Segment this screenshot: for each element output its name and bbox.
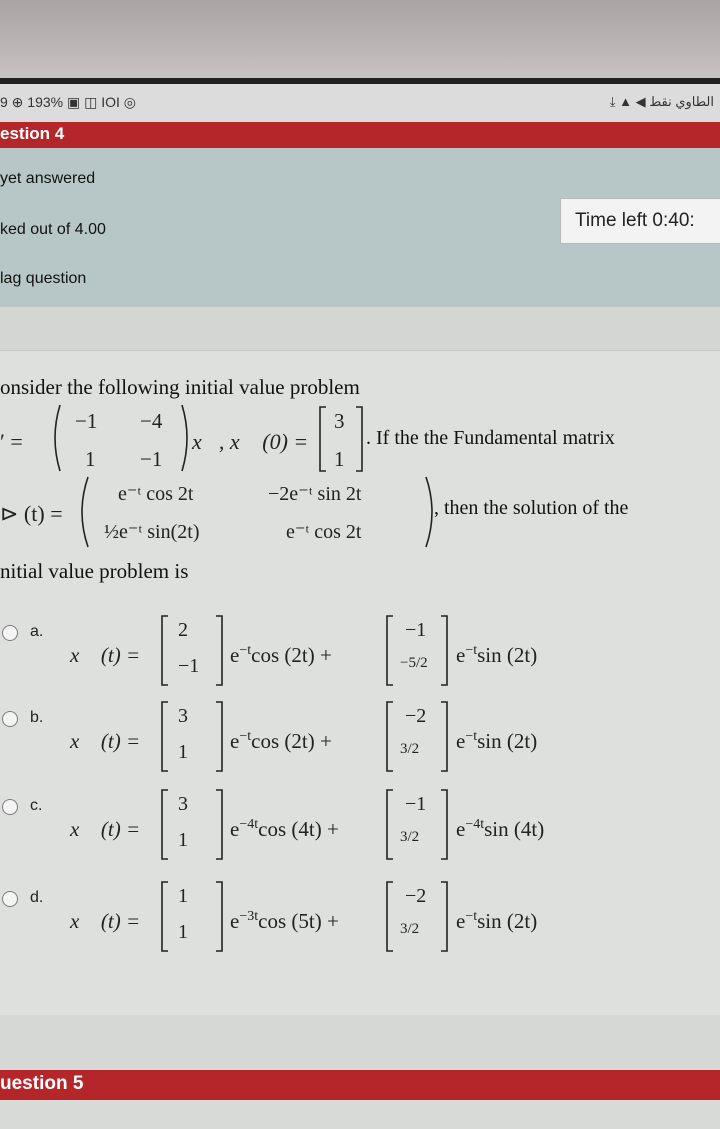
a11: −1 bbox=[75, 409, 98, 433]
option-letter: a. bbox=[30, 623, 44, 640]
v2-top: −1 bbox=[405, 619, 427, 641]
next-question-title: uestion 5 bbox=[0, 1073, 84, 1094]
option-b[interactable] bbox=[0, 699, 720, 779]
question-title: estion 4 bbox=[0, 124, 65, 143]
x-of-t: x⃗ (t) = bbox=[70, 643, 141, 667]
ic1: 3 bbox=[334, 409, 345, 433]
marks-text: ked out of 4.00 bbox=[0, 221, 106, 238]
func1: cos (4t) + bbox=[258, 817, 339, 841]
next-question-header bbox=[0, 1070, 720, 1100]
v2-bottom: 3/2 bbox=[400, 741, 420, 757]
v2-bottom: 3/2 bbox=[400, 829, 420, 845]
problem-intro: onsider the following initial value problem bbox=[0, 375, 360, 399]
v2-top: −1 bbox=[405, 793, 427, 815]
v1-bottom: 1 bbox=[178, 829, 188, 851]
a21: 1 bbox=[85, 447, 96, 471]
phi21: ½e⁻ᵗ sin(2t) bbox=[104, 521, 200, 543]
option-letter: d. bbox=[30, 889, 44, 906]
status-icons-left: 9 ⊕ 193% ▣ ◫ IOI ◎ bbox=[0, 94, 137, 110]
phi-label: ⊳ (t) = bbox=[0, 501, 63, 526]
func1: cos (2t) + bbox=[251, 729, 332, 753]
exp1: −t bbox=[239, 729, 252, 744]
matrix-a bbox=[48, 401, 198, 475]
question-header bbox=[0, 122, 720, 148]
flag-question-link[interactable]: lag question bbox=[0, 270, 87, 287]
v2-top: −2 bbox=[405, 885, 427, 907]
phi11: e⁻ᵗ cos 2t bbox=[118, 483, 194, 505]
term1: $e^{-t}\cos$ (2t) + bbox=[230, 729, 332, 753]
v1-top: 3 bbox=[178, 705, 188, 727]
x-vector-ic: x⃗, x⃗ (0) = bbox=[192, 429, 309, 454]
v1-top: 2 bbox=[178, 619, 188, 641]
x-of-t: x⃗ (t) = bbox=[70, 729, 141, 753]
option-d[interactable] bbox=[0, 879, 720, 959]
vector1-brackets bbox=[160, 879, 226, 955]
exp1: −t bbox=[239, 643, 252, 658]
func2: sin (2t) bbox=[477, 729, 538, 753]
term2: $e^{-t}\sin$ (2t) bbox=[456, 643, 538, 667]
option-radio[interactable] bbox=[2, 799, 18, 815]
v1-bottom: 1 bbox=[178, 921, 188, 943]
x-of-t: x⃗ (t) = bbox=[70, 909, 141, 933]
time-left: Time left 0:40: bbox=[575, 210, 695, 231]
func1: cos (5t) + bbox=[258, 909, 339, 933]
option-letter: c. bbox=[30, 797, 43, 814]
term2: $e^{-t}\sin$ (2t) bbox=[456, 909, 538, 933]
func1: cos (2t) + bbox=[251, 643, 332, 667]
option-radio[interactable] bbox=[2, 891, 18, 907]
exp2: −t bbox=[465, 643, 478, 658]
v1-bottom: −1 bbox=[178, 655, 200, 677]
question-content bbox=[0, 350, 720, 1016]
func2: sin (4t) bbox=[484, 817, 545, 841]
a22: −1 bbox=[140, 447, 163, 471]
problem-end: nitial value problem is bbox=[0, 559, 189, 583]
a12: −4 bbox=[140, 409, 163, 433]
exp1: −4t bbox=[239, 817, 259, 832]
term1: $e^{-4t}\cos$ (4t) + bbox=[230, 817, 339, 841]
status-icons-right: الطاوي نقط ◀ ▲ ⤓ bbox=[609, 94, 714, 109]
func2: sin (2t) bbox=[477, 643, 538, 667]
option-c[interactable] bbox=[0, 787, 720, 867]
v2-bottom: 3/2 bbox=[400, 921, 420, 937]
exp2: −t bbox=[465, 729, 478, 744]
x-of-t: x⃗ (t) = bbox=[70, 817, 141, 841]
phi22: e⁻ᵗ cos 2t bbox=[286, 521, 362, 543]
option-letter: b. bbox=[30, 709, 44, 726]
answer-status: yet answered bbox=[0, 170, 96, 187]
term1: $e^{-3t}\cos$ (5t) + bbox=[230, 909, 339, 933]
ic2: 1 bbox=[334, 447, 345, 471]
prime-equals: ′ = bbox=[0, 429, 23, 454]
spacer bbox=[0, 306, 720, 351]
if-text: . If the the Fundamental matrix bbox=[366, 427, 615, 449]
timer-box bbox=[560, 198, 720, 244]
v2-bottom: −5/2 bbox=[400, 655, 428, 671]
vector1-brackets bbox=[160, 699, 226, 775]
exp1: −3t bbox=[239, 909, 259, 924]
exp2: −4t bbox=[465, 817, 485, 832]
vector1-brackets bbox=[160, 787, 226, 863]
v1-top: 3 bbox=[178, 793, 188, 815]
func2: sin (2t) bbox=[477, 909, 538, 933]
phi12: −2e⁻ᵗ sin 2t bbox=[268, 483, 362, 505]
spacer-bottom bbox=[0, 1015, 720, 1070]
option-radio[interactable] bbox=[2, 625, 18, 641]
v1-top: 1 bbox=[178, 885, 188, 907]
then-text: , then the solution of the bbox=[434, 497, 629, 519]
device-bezel bbox=[0, 0, 720, 80]
status-bar bbox=[0, 84, 720, 122]
option-radio[interactable] bbox=[2, 711, 18, 727]
v1-bottom: 1 bbox=[178, 741, 188, 763]
option-a[interactable] bbox=[0, 613, 720, 693]
page-bottom bbox=[0, 1100, 720, 1129]
exp2: −t bbox=[465, 909, 478, 924]
term1: $e^{-t}\cos$ (2t) + bbox=[230, 643, 332, 667]
term2: $e^{-t}\sin$ (2t) bbox=[456, 729, 538, 753]
term2: $e^{-4t}\sin$ (4t) bbox=[456, 817, 545, 841]
v2-top: −2 bbox=[405, 705, 427, 727]
